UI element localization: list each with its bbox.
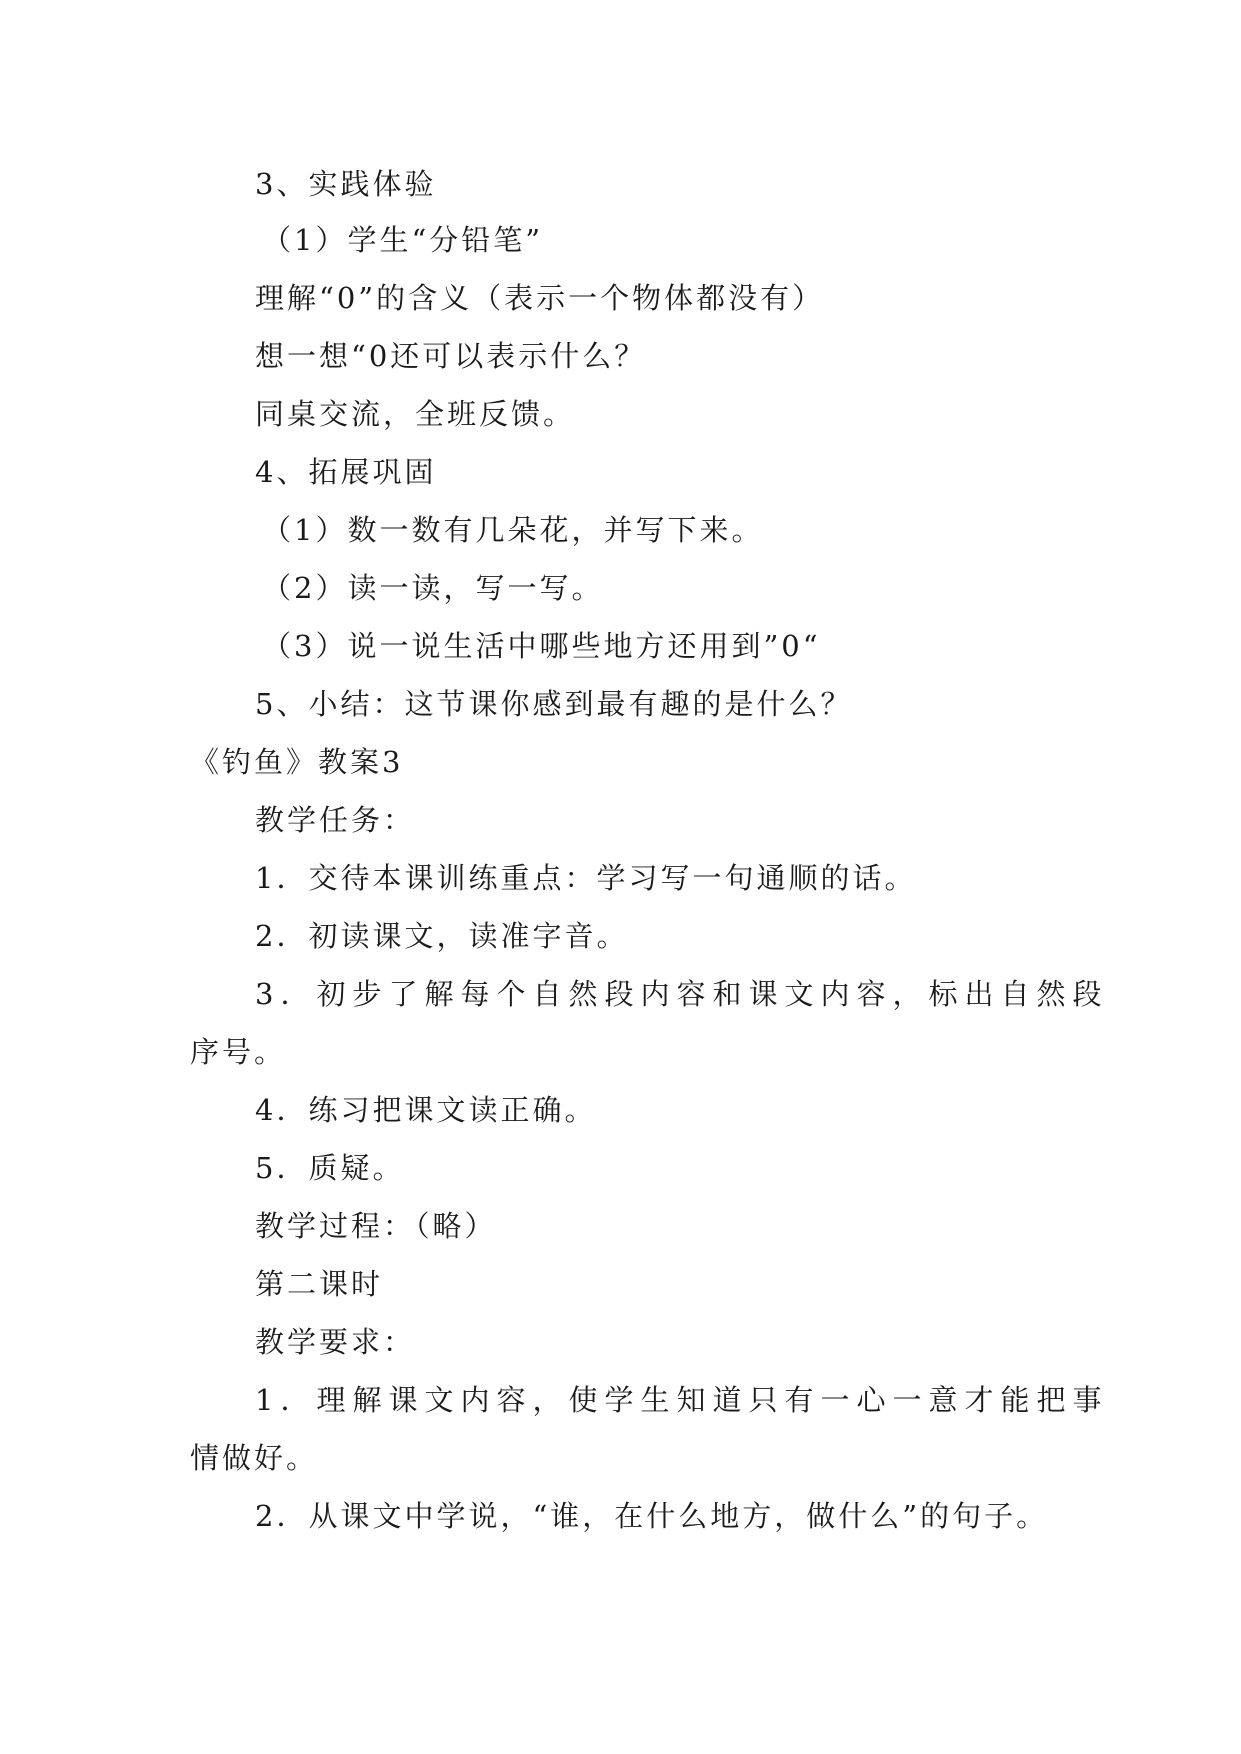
section-heading-summary: 5、小结：这节课你感到最有趣的是什么？ (255, 687, 853, 721)
paragraph: 同桌交流，全班反馈。 (255, 397, 576, 431)
list-item-continuation: 序号。 (190, 1035, 287, 1069)
subheading-requirements: 教学要求： (255, 1325, 416, 1359)
section-heading-extension: 4、拓展巩固 (255, 455, 437, 489)
subheading-tasks: 教学任务： (255, 803, 416, 837)
list-item: （1）学生“分铅笔” (262, 223, 544, 257)
paragraph: 理解“0”的含义（表示一个物体都没有） (255, 281, 825, 315)
list-item: （2）读一读，写一写。 (262, 571, 604, 605)
section-heading-practice: 3、实践体验 (255, 167, 437, 201)
list-item: （3）说一说生活中哪些地方还用到”0“ (262, 629, 821, 663)
list-item: 2．从课文中学说，“谁，在什么地方，做什么”的句子。 (255, 1499, 1049, 1533)
list-item: 4．练习把课文读正确。 (255, 1093, 597, 1127)
list-item: 2．初读课文，读准字音。 (255, 919, 629, 953)
lesson-title: 《钓鱼》教案3 (190, 745, 404, 779)
list-item: 1．交待本课训练重点：学习写一句通顺的话。 (255, 861, 917, 895)
list-item: 5．质疑。 (255, 1151, 405, 1185)
list-item: （1）数一数有几朵花，并写下来。 (262, 513, 764, 547)
list-item: 3．初步了解每个自然段内容和课文内容，标出自然段 (255, 977, 1109, 1011)
paragraph: 想一想“0还可以表示什么？ (255, 339, 647, 373)
list-item: 1．理解课文内容，使学生知道只有一心一意才能把事 (255, 1383, 1109, 1417)
paragraph: 教学过程：（略） (255, 1209, 497, 1243)
subheading-second-lesson: 第二课时 (255, 1267, 384, 1301)
list-item-continuation: 情做好。 (190, 1441, 319, 1475)
